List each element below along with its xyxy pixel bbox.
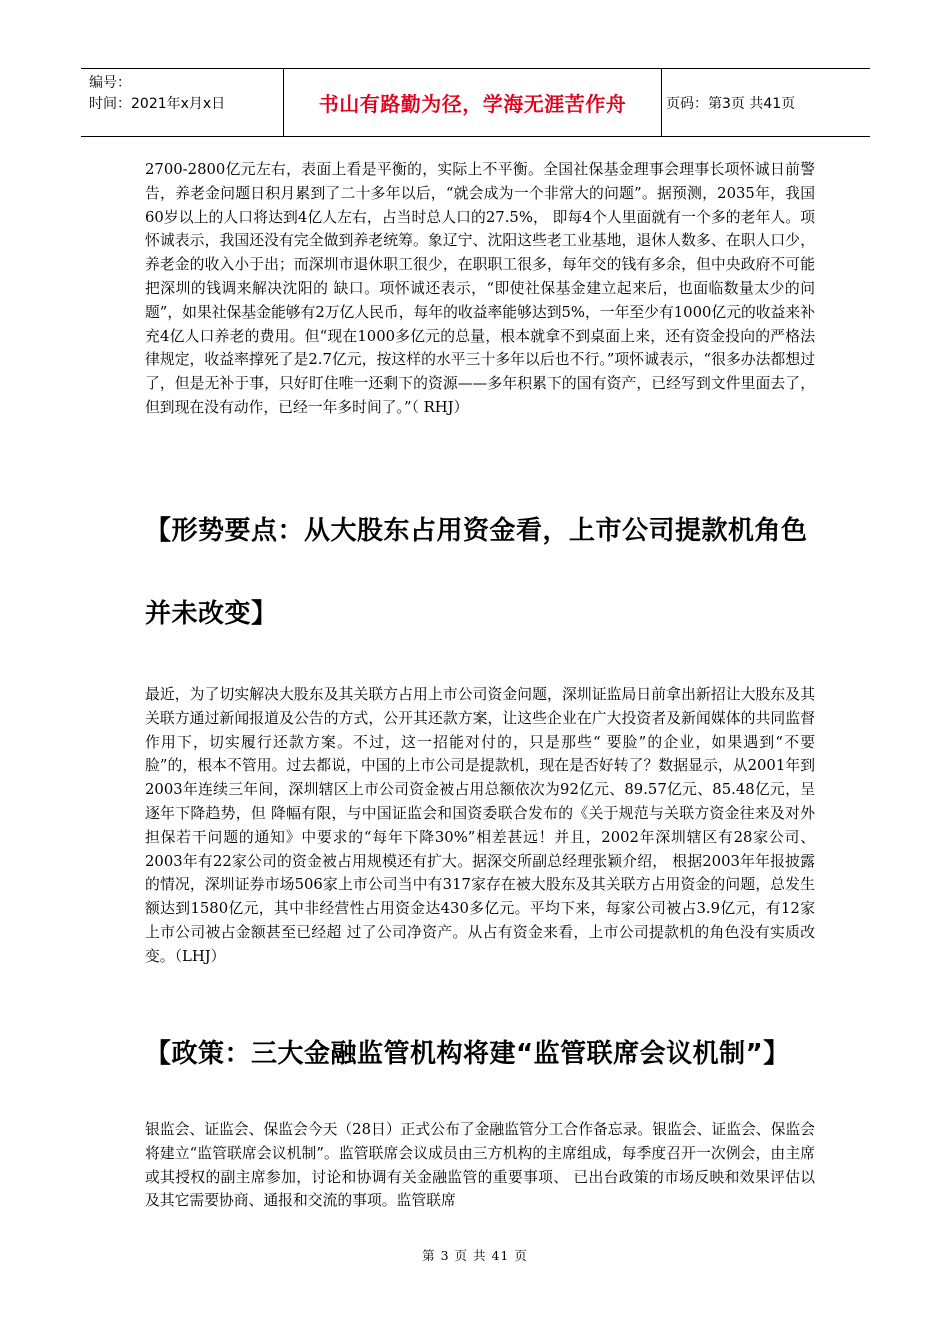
body-paragraph-1: 2700-2800亿元左右，表面上看是平衡的，实际上不平衡。全国社保基金理事会理事长项怀诚日前警告，养老金问题日积月累到了二十多年以后，“就会成为一个非常大的问题”。据预测，2035年，我国60岁以上的人口将达到4亿人左右，占当时总人口的27.5%， 即每4个人里面就有一个多的老年人。项怀诚表示，我国还没有完全做到养老统筹。象辽宁、沈阳这些老工业基地，退休人数多、在职人口少，养老金的收入小于出；而深圳市退休职工很少，在职职工很多，每年交的钱有多余，但中央政府不可能把深圳的钱调来解决沈阳的 缺口。项怀诚还表示，“即使社保基金建立起来后，也面临数量太少的问题”，如果社保基金能够有2万亿人民币，每年的收益率能够达到5%，一年至少有1000亿元的收益来补充4亿人口养老的费用。但“现在1000多亿元的总量，根本就拿不到桌面上来，还有资金投向的严格法律规定，收益率撑死了是2.7亿元，按这样的水平三十多年以后也不行。”项怀诚表示，“很多办法都想过了，但是无补于事，只好盯住唯一还剩下的资源——多年积累下的国有资产，已经写到文件里面去了，但到现在没有动作，已经一年多时间了。”（ RHJ） xyxy=(145,161,815,416)
section-heading-2: 【政策：三大金融监管机构将建“监管联席会议机制”】 xyxy=(145,1039,790,1069)
header-slogan: 书山有路勤为径，学海无涯苦作舟 xyxy=(318,92,627,116)
header-page-info-cell xyxy=(662,69,870,136)
document-number-label: 编号： xyxy=(89,75,131,91)
header-slogan-cell xyxy=(284,69,662,136)
document-date: 时间：2021年x月x日 xyxy=(89,96,226,112)
body-paragraph-2: 最近，为了切实解决大股东及其关联方占用上市公司资金问题，深圳证监局日前拿出新招让大股东及其关联方通过新闻报道及公告的方式，公开其还款方案，让这些企业在广大投资者及新闻媒体的共同监督作用下，切实履行还款方案。不过，这一招能对付的，只是那些“ 要脸”的企业，如果遇到“不要脸”的，根本不管用。过去都说，中国的上市公司是提款机，现在是否好转了？数据显示，从2001年到2003年连续三年间，深圳辖区上市公司资金被占用总额依次为92亿元、89.57亿元、85.48亿元，呈逐年下降趋势，但 降幅有限，与中国证监会和国资委联合发布的《关于规范与关联方资金往来及对外担保若干问题的通知》中要求的“每年下降30%”相差甚远！并且，2002年深圳辖区有28家公司、2003年有22家公司的资金被占用规模还有扩大。据深交所副总经理张颖介绍， 根据2003年年报披露的情况，深圳证券市场506家上市公司当中有317家存在被大股东及其关联方占用资金的问题，总发生额达到1580亿元，其中非经营性占用资金达430多亿元。平均下来，每家公司被占3.9亿元，有12家上市公司被占金额甚至已经超 过了公司净资产。从占有资金来看，上市公司提款机的角色没有实质改变。（LHJ） xyxy=(145,686,815,965)
page-footer: 第 3 页 共 41 页 xyxy=(422,1248,528,1263)
section-heading-1-line-2: 并未改变】 xyxy=(145,599,278,629)
header-meta xyxy=(81,69,284,136)
body-paragraph-3: 银监会、证监会、保监会今天（28日）正式公布了金融监管分工合作备忘录。银监会、证监会、保监会将建立“监管联席会议机制”。监管联席会议成员由三方机构的主席组成，每季度召开一次例会，由主席或其授权的副主席参加，讨论和协调有关金融监管的重要事项、 已出台政策的市场反映和效果评估以及其它需要协商、通报和交流的事项。监管联席 xyxy=(145,1121,815,1210)
header-page-info: 页码：第3页 共41页 xyxy=(666,95,796,112)
page-header xyxy=(81,68,870,137)
section-heading-1-line-1: 【形势要点：从大股东占用资金看，上市公司提款机角色 xyxy=(145,516,808,546)
